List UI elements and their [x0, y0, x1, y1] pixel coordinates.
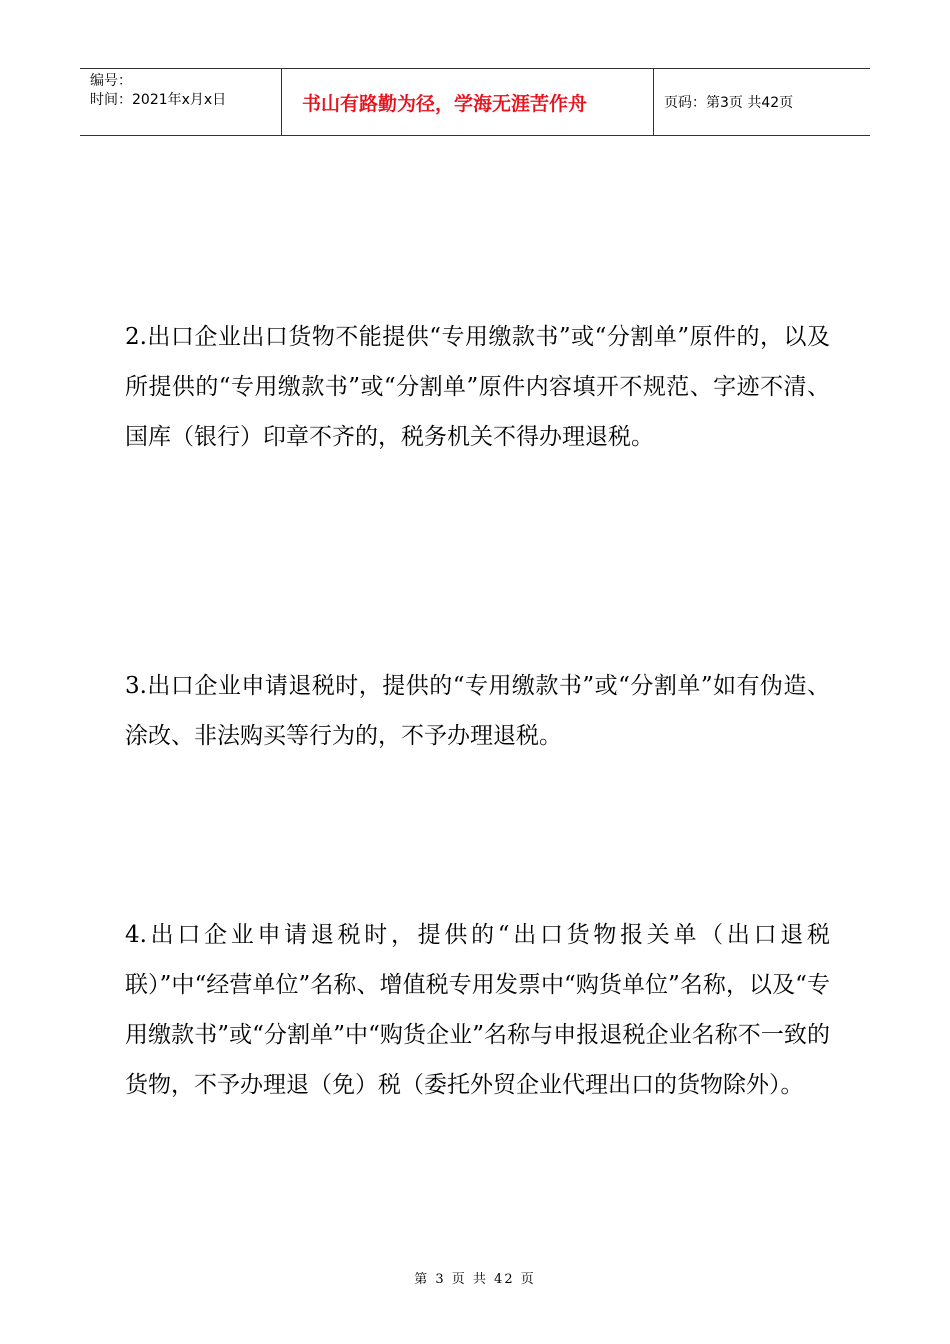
paragraph-3: 3.出口企业申请退税时，提供的“专用缴款书”或“分割单”如有伪造、涂改、非法购买等行为的，不予办理退税。: [125, 673, 830, 749]
document-number-label: 编号：: [90, 73, 132, 89]
header-page-info: 页码：第3页 共42页: [664, 95, 794, 111]
page-header: [80, 68, 870, 136]
header-meta: [80, 69, 282, 135]
paragraph-2: 2.出口企业出口货物不能提供“专用缴款书”或“分割单”原件的，以及所提供的“专用缴款书”或“分割单”原件内容填开不规范、字迹不清、国库（银行）印章不齐的，税务机关不得办理退税。: [125, 324, 830, 450]
document-date-label: 时间：2021年x月x日: [90, 92, 227, 108]
header-motto: 书山有路勤为径，学海无涯苦作舟: [282, 69, 654, 135]
paragraph-4: 4.出口企业申请退税时，提供的“出口货物报关单（出口退税联）”中“经营单位”名称、增值税专用发票中“购货单位”名称，以及“专用缴款书”或“分割单”中“购货企业”名称与申报退税企业名称不一致的货物，不予办理退（免）税（委托外贸企业代理出口的货物除外）。: [125, 922, 830, 1098]
page-footer: 第 3 页 共 42 页: [414, 1272, 536, 1287]
